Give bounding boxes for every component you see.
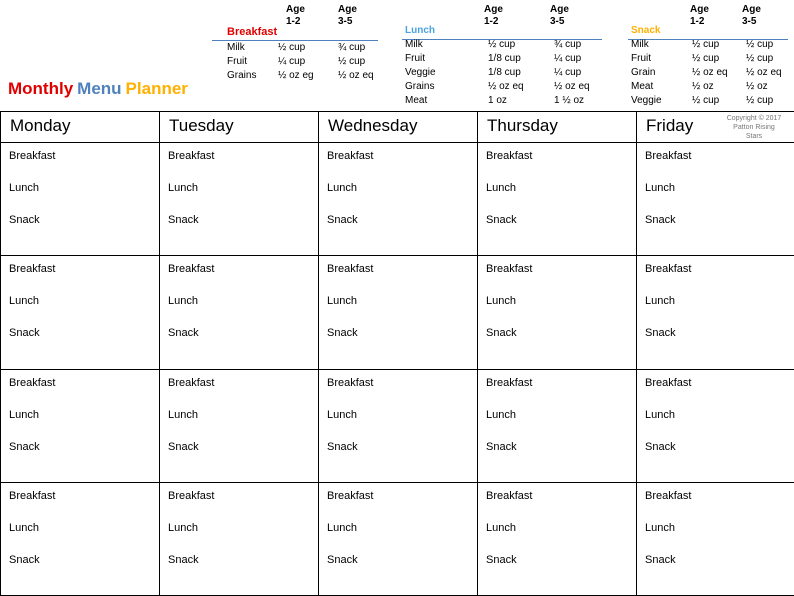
breakfast-cell: ½ cup [338, 56, 366, 67]
day-header: Monday [1, 112, 160, 143]
meal-label: Breakfast [645, 489, 692, 502]
lunch-cell: ¾ cup [554, 39, 582, 50]
day-header: Tuesday [160, 112, 319, 143]
lunch-age-3-5: Age 3-5 [550, 4, 569, 27]
meal-label: Lunch [645, 182, 675, 194]
meal-label: Breakfast [9, 489, 56, 502]
day-cell[interactable] [160, 482, 319, 595]
meal-label: Lunch [9, 295, 39, 308]
day-cell[interactable] [160, 143, 319, 256]
meal-label: Breakfast [168, 263, 215, 276]
lunch-cell: Grains [405, 81, 435, 92]
lunch-cell: Meat [405, 95, 428, 106]
meal-label: Snack [486, 440, 517, 453]
day-cell[interactable] [478, 482, 637, 595]
title-planner: Planner [125, 79, 188, 98]
day-cell[interactable] [1, 369, 160, 482]
meal-label: Lunch [168, 408, 198, 421]
meal-label: Breakfast [9, 263, 56, 276]
meal-label: Lunch [9, 408, 39, 421]
snack-cell: ½ cup [746, 39, 774, 50]
meal-label: Breakfast [327, 376, 374, 389]
lunch-cell: 1/8 cup [488, 53, 521, 64]
day-cell[interactable] [160, 256, 319, 369]
day-cell[interactable] [478, 256, 637, 369]
meal-label: Snack [645, 214, 676, 226]
meal-label: Snack [327, 214, 358, 226]
meal-label: Lunch [168, 182, 198, 194]
meal-label: Breakfast [645, 263, 692, 276]
meal-label: Breakfast [327, 150, 374, 162]
lunch-cell: ½ oz eq [554, 81, 590, 92]
lunch-cell: ½ cup [488, 39, 516, 50]
meal-label: Snack [9, 327, 40, 340]
meal-label: Breakfast [168, 376, 215, 389]
day-header: Thursday [478, 112, 637, 143]
meal-label: Breakfast [9, 150, 56, 162]
meal-label: Breakfast [486, 376, 533, 389]
day-cell[interactable] [160, 369, 319, 482]
week-row [1, 256, 794, 369]
meal-label: Snack [486, 553, 517, 566]
snack-cell: Grain [631, 67, 656, 78]
lunch-cell: 1/8 cup [488, 67, 521, 78]
menu-grid [0, 111, 794, 596]
snack-cell: ½ cup [692, 39, 720, 50]
day-cell[interactable] [478, 143, 637, 256]
meal-label: Snack [9, 440, 40, 453]
breakfast-cell: Milk [227, 42, 245, 53]
meal-label: Lunch [9, 182, 39, 194]
meal-label: Snack [327, 327, 358, 340]
snack-cell: ½ cup [746, 95, 774, 106]
day-cell[interactable] [319, 369, 478, 482]
breakfast-age-3-5: Age 3-5 [338, 4, 357, 27]
week-row [1, 482, 794, 595]
meal-label: Lunch [327, 182, 357, 194]
meal-label: Snack [327, 553, 358, 566]
snack-age-3-5: Age 3-5 [742, 4, 761, 27]
snack-label: Snack [631, 25, 661, 36]
lunch-cell: Veggie [405, 67, 436, 78]
meal-label: Breakfast [645, 150, 692, 162]
meal-label: Snack [168, 440, 199, 453]
meal-label: Snack [168, 327, 199, 340]
meal-label: Snack [645, 553, 676, 566]
day-cell[interactable] [637, 143, 794, 256]
lunch-cell: Milk [405, 39, 423, 50]
meal-label: Lunch [9, 521, 39, 534]
day-cell[interactable] [319, 143, 478, 256]
day-cell[interactable] [637, 256, 794, 369]
lunch-cell: ¼ cup [554, 53, 582, 64]
page-title [8, 79, 192, 99]
snack-cell: ½ oz eq [746, 67, 782, 78]
day-cell[interactable] [319, 482, 478, 595]
meal-label: Snack [645, 327, 676, 340]
snack-cell: Fruit [631, 53, 651, 64]
day-cell[interactable] [319, 256, 478, 369]
meal-label: Lunch [168, 521, 198, 534]
breakfast-cell: ½ cup [278, 42, 306, 53]
lunch-cell: 1 oz [488, 95, 507, 106]
day-cell[interactable] [1, 256, 160, 369]
breakfast-cell: ½ oz eq [338, 70, 374, 81]
meal-label: Breakfast [9, 376, 56, 389]
title-menu: Menu [77, 79, 122, 98]
meal-label: Lunch [486, 521, 516, 534]
day-cell[interactable] [1, 143, 160, 256]
lunch-cell: 1 ½ oz [554, 95, 585, 106]
lunch-cell: ¼ cup [554, 67, 582, 78]
meal-label: Breakfast [645, 376, 692, 389]
day-cell[interactable] [637, 482, 794, 595]
meal-label: Breakfast [486, 489, 533, 502]
meal-label: Snack [645, 440, 676, 453]
day-cell[interactable] [637, 369, 794, 482]
meal-label: Snack [168, 214, 199, 226]
breakfast-cell: ¾ cup [338, 42, 366, 53]
day-header: Wednesday [319, 112, 478, 143]
meal-label: Lunch [645, 295, 675, 308]
meal-label: Snack [168, 553, 199, 566]
meal-label: Lunch [327, 521, 357, 534]
meal-label: Snack [486, 214, 517, 226]
meal-label: Breakfast [168, 150, 215, 162]
snack-age-1-2: Age 1-2 [690, 4, 709, 27]
breakfast-label: Breakfast [227, 26, 278, 38]
lunch-label: Lunch [405, 25, 435, 36]
lunch-age-1-2: Age 1-2 [484, 4, 503, 27]
breakfast-cell: ½ oz eg [278, 70, 314, 81]
snack-cell: Meat [631, 81, 654, 92]
week-row [1, 143, 794, 256]
snack-cell: ½ cup [692, 95, 720, 106]
meal-label: Breakfast [327, 489, 374, 502]
snack-cell: Milk [631, 39, 649, 50]
snack-cell: ½ oz [746, 81, 768, 92]
week-row [1, 369, 794, 482]
lunch-cell: Fruit [405, 53, 425, 64]
snack-cell: ½ oz eq [692, 67, 728, 78]
meal-label: Snack [9, 553, 40, 566]
meal-label: Lunch [168, 295, 198, 308]
day-cell[interactable] [478, 369, 637, 482]
meal-label: Breakfast [486, 263, 533, 276]
meal-label: Lunch [486, 295, 516, 308]
snack-cell: ½ cup [692, 53, 720, 64]
snack-cell: ½ oz [692, 81, 714, 92]
meal-label: Snack [327, 440, 358, 453]
meal-label: Lunch [327, 408, 357, 421]
day-cell[interactable] [1, 482, 160, 595]
meal-label: Breakfast [327, 263, 374, 276]
breakfast-age-1-2: Age 1-2 [286, 4, 305, 27]
meal-label: Lunch [486, 408, 516, 421]
title-monthly: Monthly [8, 79, 74, 98]
meal-label: Lunch [327, 295, 357, 308]
meal-label: Snack [486, 327, 517, 340]
meal-label: Lunch [486, 182, 516, 194]
snack-cell: ½ cup [746, 53, 774, 64]
lunch-cell: ½ oz eq [488, 81, 524, 92]
day-header: Friday Copyright © 2017 Patton Rising Stars [637, 112, 794, 143]
meal-label: Breakfast [486, 150, 533, 162]
snack-cell: Veggie [631, 95, 662, 106]
week-rows [1, 143, 794, 596]
breakfast-cell: ¼ cup [278, 56, 306, 67]
meal-label: Snack [9, 214, 40, 226]
meal-label: Breakfast [168, 489, 215, 502]
meal-label: Lunch [645, 521, 675, 534]
meal-label: Lunch [645, 408, 675, 421]
day-header-row [1, 112, 794, 143]
breakfast-cell: Grains [227, 70, 257, 81]
breakfast-cell: Fruit [227, 56, 247, 67]
copyright-notice: Copyright © 2017 Patton Rising Stars [726, 115, 782, 140]
